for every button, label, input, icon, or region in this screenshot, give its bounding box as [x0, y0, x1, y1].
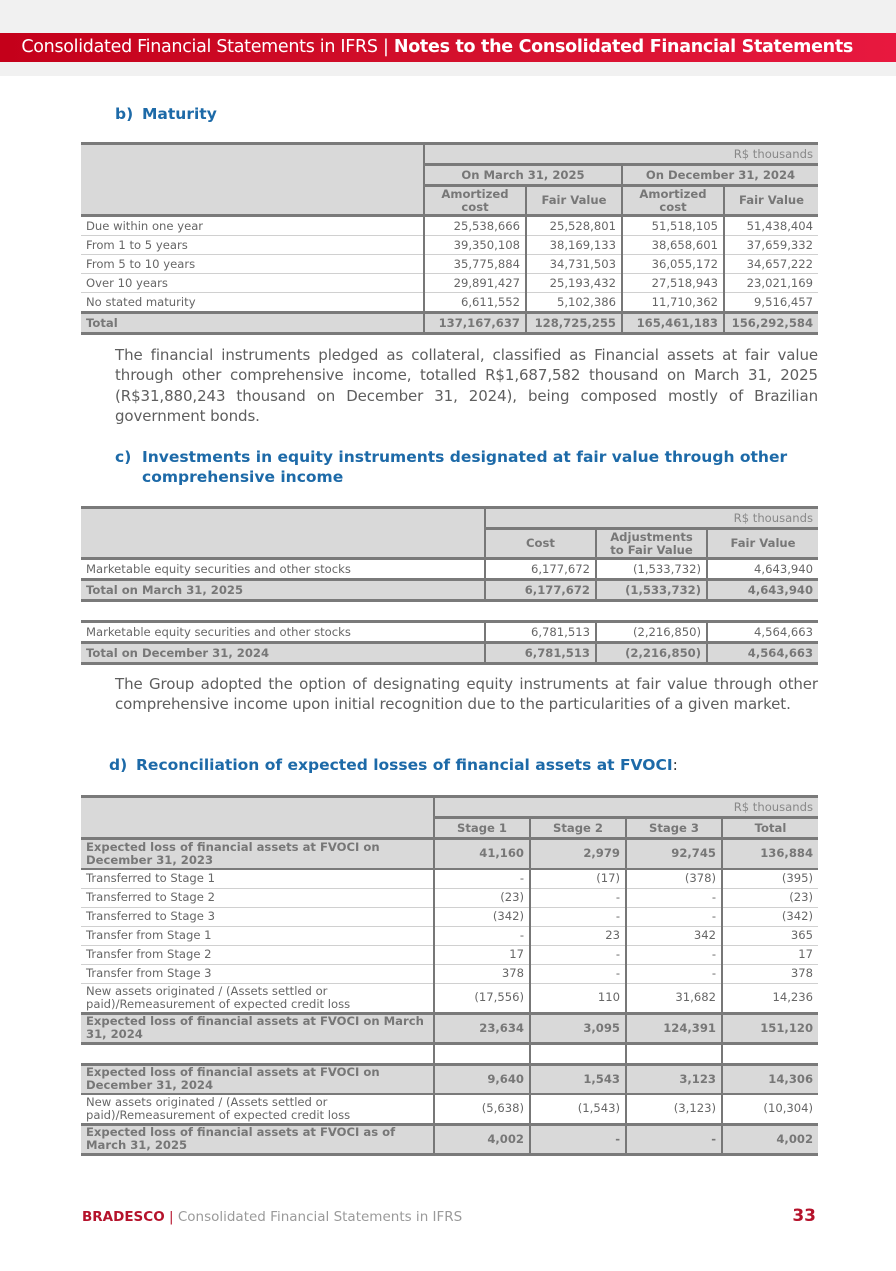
header-blank [81, 144, 424, 216]
column-header: Total [722, 818, 818, 839]
expected-losses-table [81, 795, 818, 1156]
section-d-index: d) [109, 756, 128, 774]
spacer-row [81, 1043, 818, 1064]
section-d-title-suffix: : [672, 756, 678, 774]
units-label: R$ thousands [434, 797, 818, 818]
table-row: No stated maturity 6,611,552 5,102,386 11,710,362 9,516,457 [81, 293, 818, 313]
header-bar [0, 33, 896, 62]
equity-instruments-table [81, 506, 818, 665]
column-header: Amortized cost [622, 186, 724, 216]
column-header: Stage 1 [434, 818, 530, 839]
table-row: Transfer from Stage 2 17 - - 17 [81, 945, 818, 964]
footer-brand: BRADESCO [82, 1209, 165, 1225]
group-header: On December 31, 2024 [622, 165, 818, 186]
footer-text: Consolidated Financial Statements in IFRS [177, 1209, 463, 1225]
total-row: Total on March 31, 2025 6,177,672 (1,533,732) 4,643,940 [81, 580, 818, 601]
page-number: 33 [792, 1206, 816, 1226]
section-c-title-line2: comprehensive income [142, 468, 344, 486]
column-header: Fair Value [526, 186, 622, 216]
column-header: Stage 3 [626, 818, 722, 839]
table-row: Transfer from Stage 3 378 - - 378 [81, 964, 818, 983]
table-row: Transferred to Stage 2 (23) - - (23) [81, 888, 818, 907]
section-c-heading [115, 447, 787, 487]
section-d-heading [109, 755, 678, 775]
table-row: From 5 to 10 years 35,775,884 34,731,503 36,055,172 34,657,222 [81, 255, 818, 274]
column-header: Fair Value [707, 529, 818, 559]
footer-separator: | [168, 1209, 174, 1225]
units-label: R$ thousands [485, 508, 818, 529]
section-c-title-line1: Investments in equity instruments designated at fair value through other [142, 448, 788, 466]
closing-balance-row: Expected loss of financial assets at FVOCI as of March 31, 2025 4,002 - - 4,002 [81, 1124, 818, 1154]
section-b-heading [115, 104, 217, 124]
maturity-table [81, 142, 818, 335]
section-b-title: Maturity [142, 105, 217, 123]
column-header: Adjustments to Fair Value [596, 529, 707, 559]
table-row: Transfer from Stage 1 - 23 342 365 [81, 926, 818, 945]
total-row: Total 137,167,637 128,725,255 165,461,183 156,292,584 [81, 313, 818, 334]
section-c-index: c) [115, 448, 132, 466]
table-row: Due within one year 25,538,666 25,528,801 51,518,105 51,438,404 [81, 216, 818, 236]
column-header: Amortized cost [424, 186, 526, 216]
header-blank [81, 797, 434, 839]
closing-balance-row: Expected loss of financial assets at FVOCI on March 31, 2024 23,634 3,095 124,391 151,120 [81, 1013, 818, 1043]
header-separator: | [382, 37, 389, 57]
header-blank [81, 508, 485, 559]
header-title-right: Notes to the Consolidated Financial Statements [393, 37, 853, 57]
collateral-paragraph: The financial instruments pledged as collateral, classified as Financial assets at fair value through other comprehensive income, totalled R$1,687,582 thousand on March 31, 2025 (R$31,880,243 thousand on December 31, 2024), being composed mostly of Brazilian government bonds. [115, 346, 818, 425]
units-label: R$ thousands [424, 144, 818, 165]
column-header: Stage 2 [530, 818, 626, 839]
total-row: Total on December 31, 2024 6,781,513 (2,216,850) 4,564,663 [81, 643, 818, 664]
table-row: Transferred to Stage 1 - (17) (378) (395) [81, 869, 818, 889]
group-header: On March 31, 2025 [424, 165, 622, 186]
section-d-title: Reconciliation of expected losses of financial assets at FVOCI [136, 756, 673, 774]
table-row: Transferred to Stage 3 (342) - - (342) [81, 907, 818, 926]
table-row: Marketable equity securities and other stocks 6,781,513 (2,216,850) 4,564,663 [81, 622, 818, 643]
spacer-row [81, 601, 818, 622]
column-header: Cost [485, 529, 596, 559]
column-header: Fair Value [724, 186, 818, 216]
table-row: Marketable equity securities and other stocks 6,177,672 (1,533,732) 4,643,940 [81, 559, 818, 580]
table-row: From 1 to 5 years 39,350,108 38,169,133 38,658,601 37,659,332 [81, 236, 818, 255]
table-row: New assets originated / (Assets settled or paid)/Remeasurement of expected credit loss (5,638) (1,543) (3,123) (10,304) [81, 1094, 818, 1124]
opening-balance-row: Expected loss of financial assets at FVOCI on December 31, 2024 9,640 1,543 3,123 14,306 [81, 1064, 818, 1094]
opening-balance-row: Expected loss of financial assets at FVOCI on December 31, 2023 41,160 2,979 92,745 136,884 [81, 839, 818, 869]
section-b-index: b) [115, 105, 134, 123]
table-row: New assets originated / (Assets settled or paid)/Remeasurement of expected credit loss (17,556) 110 31,682 14,236 [81, 983, 818, 1013]
footer [82, 1209, 462, 1225]
header-title-left: Consolidated Financial Statements in IFRS [21, 37, 378, 57]
table-row: Over 10 years 29,891,427 25,193,432 27,518,943 23,021,169 [81, 274, 818, 293]
group-option-paragraph: The Group adopted the option of designating equity instruments at fair value through other comprehensive income upon initial recognition due to the particularities of a given market. [115, 675, 818, 714]
